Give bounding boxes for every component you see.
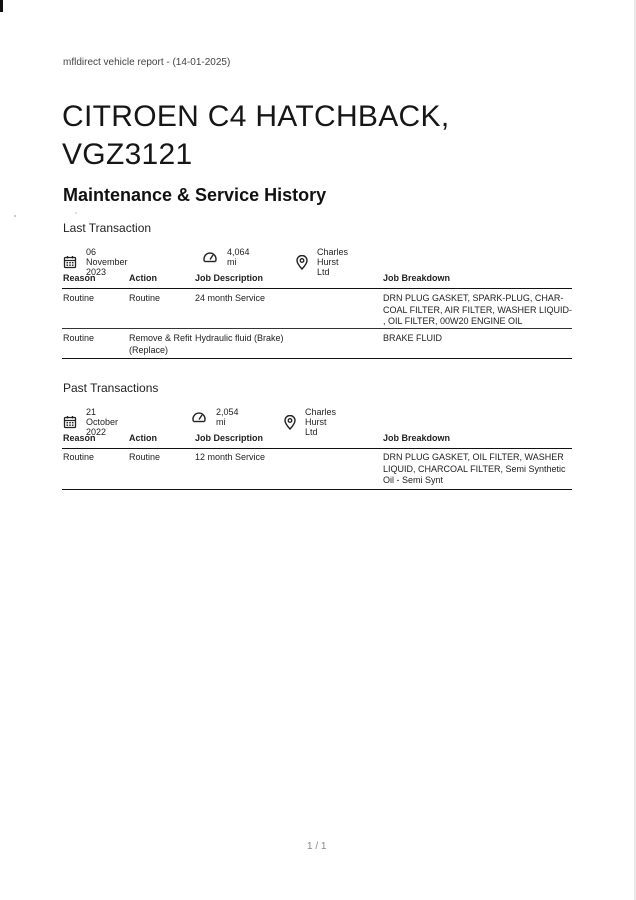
action-line: Remove & Refit (129, 333, 193, 343)
speedometer-icon (202, 250, 218, 264)
garage-value: Charles Hurst Ltd (305, 407, 337, 437)
breakdown-line: Oil - Semi Synt (383, 475, 444, 485)
header-action: Action (129, 433, 157, 443)
row-action: Routine (129, 293, 161, 303)
table-header (62, 272, 572, 289)
location-pin-icon (296, 255, 308, 270)
scan-speck (14, 215, 16, 217)
scan-edge-mark (0, 0, 3, 12)
transaction-mileage (202, 247, 250, 267)
speedometer-icon (191, 410, 207, 424)
breakdown-line: LIQUID, CHARCOAL FILTER, Semi Synthetic (383, 463, 566, 474)
table-row (62, 329, 572, 359)
page-number: 1 / 1 (307, 841, 327, 852)
calendar-icon (63, 415, 77, 429)
row-job-breakdown (383, 293, 573, 328)
row-job-description: 12 month Service (195, 452, 266, 462)
garage-value: Charles Hurst Ltd (317, 247, 349, 277)
scan-speck (75, 212, 77, 214)
table-header (62, 432, 572, 449)
vehicle-title (62, 98, 542, 174)
breakdown-line: DRN PLUG GASKET, SPARK-PLUG, CHAR- (383, 293, 564, 303)
row-job-breakdown (383, 452, 573, 487)
breakdown-line: DRN PLUG GASKET, OIL FILTER, WASHER (383, 452, 564, 462)
row-job-description: 24 month Service (195, 293, 266, 303)
date-value: 06 November 2023 (86, 247, 128, 277)
transaction-mileage (191, 407, 239, 427)
row-action (129, 333, 195, 356)
header-job-description: Job Description (195, 433, 264, 443)
row-reason: Routine (63, 452, 95, 462)
header-action: Action (129, 273, 157, 283)
last-transaction-table (62, 272, 572, 359)
header-job-description: Job Description (195, 273, 264, 283)
vehicle-model: CITROEN C4 HATCHBACK, (62, 100, 450, 133)
row-reason: Routine (63, 293, 95, 303)
breakdown-line: COAL FILTER, AIR FILTER, WASHER LIQUID- (383, 304, 573, 315)
row-divider (62, 358, 572, 359)
past-transactions-heading: Past Transactions (63, 381, 159, 395)
header-reason: Reason (63, 433, 96, 443)
report-meta: mfldirect vehicle report - (14-01-2025) (63, 57, 231, 68)
breakdown-line: , OIL FILTER, 00W20 ENGINE OIL (383, 316, 523, 326)
table-row (62, 289, 572, 329)
past-transactions-table (62, 432, 572, 490)
location-pin-icon (284, 415, 296, 430)
row-job-description: Hydraulic fluid (Brake) (195, 333, 284, 343)
calendar-icon (63, 255, 77, 269)
action-line: (Replace) (129, 344, 169, 355)
vehicle-registration: VGZ3121 (62, 138, 193, 171)
mileage-value: 4,064 mi (227, 247, 250, 267)
header-job-breakdown: Job Breakdown (383, 433, 451, 443)
mileage-value: 2,054 mi (216, 407, 239, 427)
last-transaction-heading: Last Transaction (63, 221, 152, 235)
row-reason: Routine (63, 333, 95, 343)
row-action: Routine (129, 452, 161, 462)
section-heading: Maintenance & Service History (63, 185, 327, 205)
date-value: 21 October 2022 (86, 407, 119, 437)
header-job-breakdown: Job Breakdown (383, 273, 451, 283)
header-reason: Reason (63, 273, 96, 283)
table-row (62, 449, 572, 490)
row-divider (62, 489, 572, 490)
row-job-breakdown: BRAKE FLUID (383, 333, 443, 343)
